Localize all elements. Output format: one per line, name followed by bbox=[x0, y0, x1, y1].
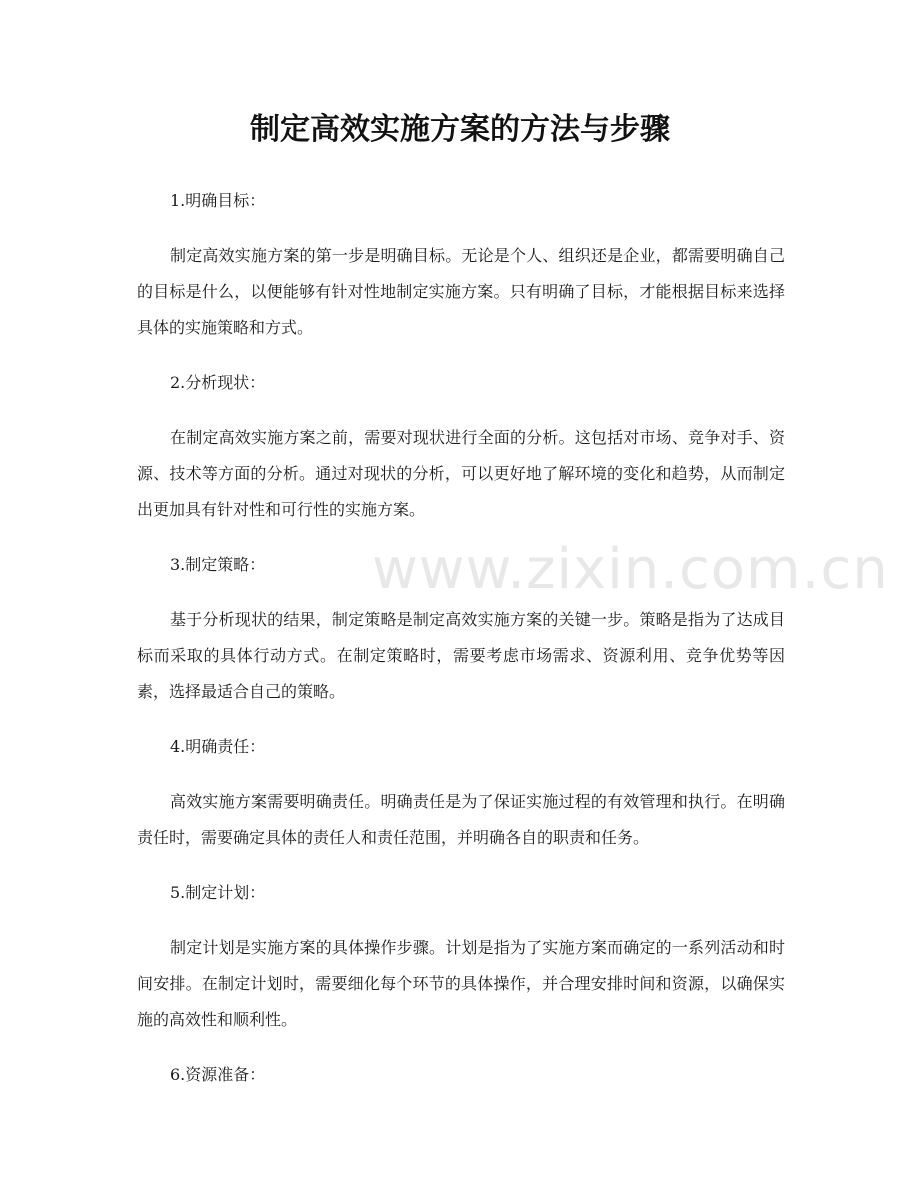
section-paragraph-4: 高效实施方案需要明确责任。明确责任是为了保证实施过程的有效管理和执行。在明确责任时，需要确定具体的责任人和责任范围，并明确各自的职责和任务。 bbox=[137, 792, 785, 847]
document-body bbox=[137, 184, 785, 1092]
watermark: www.zixin.com.cn bbox=[372, 537, 889, 602]
section-paragraph-3: 基于分析现状的结果，制定策略是制定高效实施方案的关键一步。策略是指为了达成目标而采取的具体行动方式。在制定策略时，需要考虑市场需求、资源利用、竞争优势等因素，选择最适合自己的策略。 bbox=[137, 610, 785, 701]
section-heading-6: 6.资源准备： bbox=[170, 1065, 266, 1084]
section-paragraph-5: 制定计划是实施方案的具体操作步骤。计划是指为了实施方案而确定的一系列活动和时间安排。在制定计划时，需要细化每个环节的具体操作，并合理安排时间和资源，以确保实施的高效性和顺利性。 bbox=[137, 938, 785, 1029]
section-heading-1: 1.明确目标： bbox=[170, 191, 266, 210]
section-heading-2: 2.分析现状： bbox=[170, 373, 266, 392]
section-heading-3: 3.制定策略： bbox=[170, 555, 266, 574]
section-heading-4: 4.明确责任： bbox=[170, 737, 266, 756]
document-title: 制定高效实施方案的方法与步骤 bbox=[250, 112, 670, 147]
section-heading-5: 5.制定计划： bbox=[170, 883, 266, 902]
section-paragraph-1: 制定高效实施方案的第一步是明确目标。无论是个人、组织还是企业，都需要明确自己的目标是什么，以便能够有针对性地制定实施方案。只有明确了目标，才能根据目标来选择具体的实施策略和方式。 bbox=[137, 246, 785, 337]
section-paragraph-2: 在制定高效实施方案之前，需要对现状进行全面的分析。这包括对市场、竞争对手、资源、技术等方面的分析。通过对现状的分析，可以更好地了解环境的变化和趋势，从而制定出更加具有针对性和可行性的实施方案。 bbox=[137, 428, 785, 519]
